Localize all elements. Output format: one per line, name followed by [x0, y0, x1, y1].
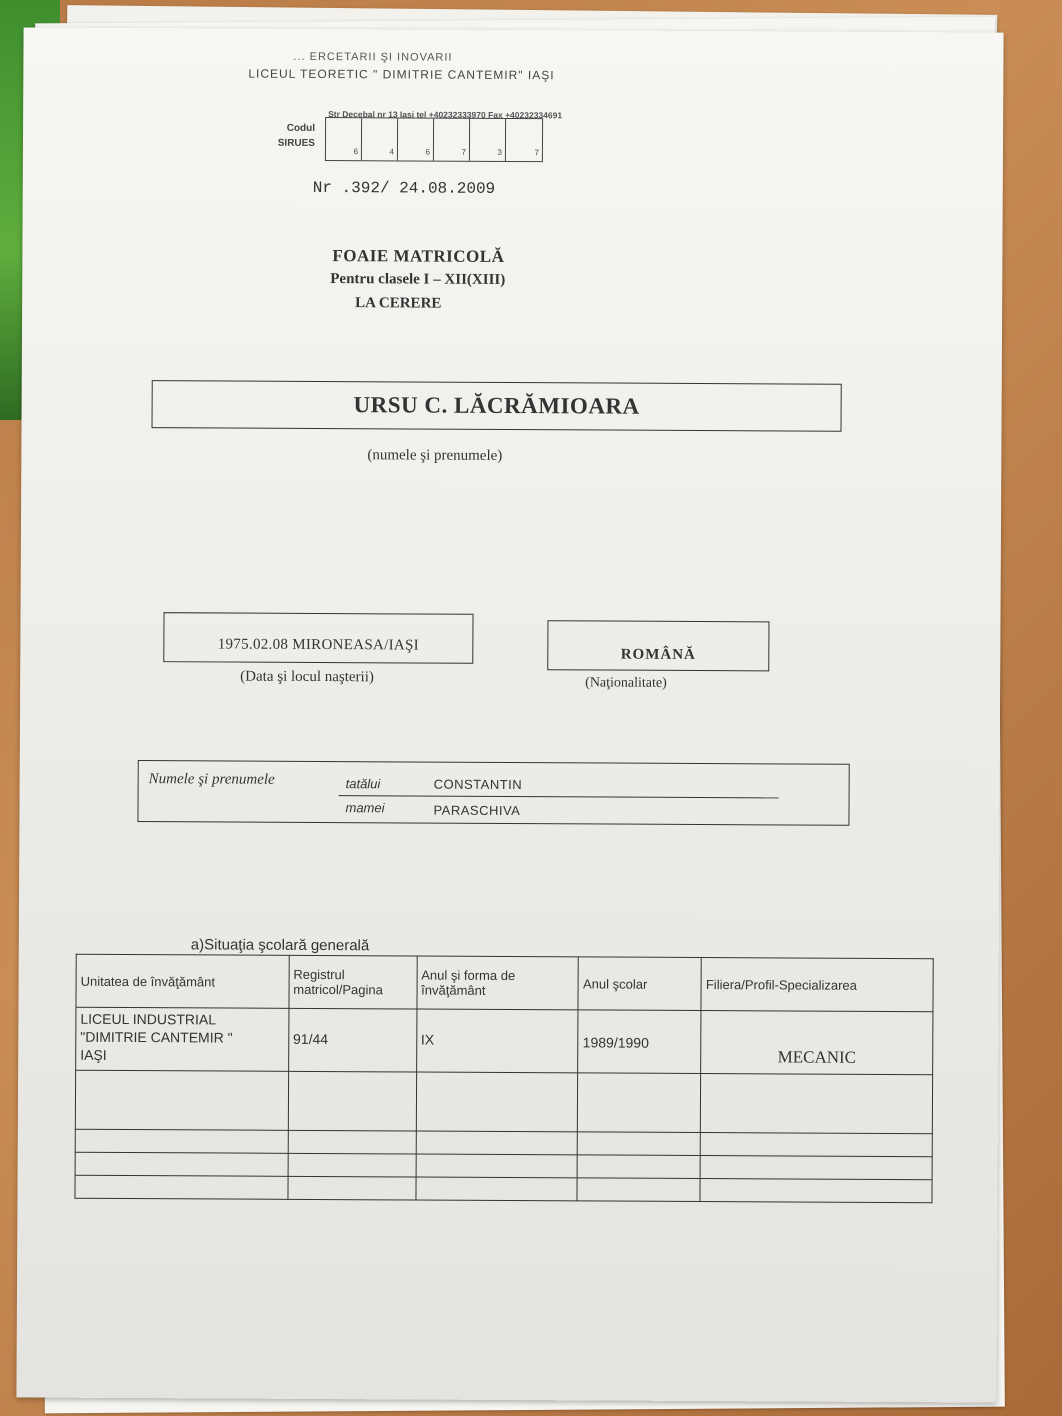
table-cell [288, 1153, 416, 1177]
table-cell [700, 1156, 932, 1180]
school-situation-title: a)Situaţia şcolară generală [190, 936, 370, 955]
header-year-form: Anul şi forma de învăţământ [417, 956, 579, 1010]
student-name: URSU C. LĂCRĂMIOARA [353, 392, 640, 419]
table-cell [416, 1072, 578, 1132]
student-name-caption: (numele şi prenumele) [367, 447, 503, 464]
header-top-line: ... ERCETARII ŞI INOVARII [293, 50, 453, 64]
table-cell [288, 1176, 416, 1200]
specialization-value: MECANIC [777, 1047, 857, 1067]
nationality-value: ROMÂNĂ [620, 646, 696, 663]
table-cell [416, 1131, 578, 1155]
school-situation-table [74, 954, 933, 1203]
header-school-year: Anul şcolar [578, 957, 701, 1011]
cell-specialization [701, 1011, 933, 1075]
nationality-box [547, 620, 769, 671]
table-cell [577, 1155, 700, 1179]
table-cell [75, 1175, 288, 1199]
father-underline [339, 795, 779, 798]
document-number: Nr .392/ 24.08.2009 [312, 178, 496, 198]
school-year-value: 1989/1990 [582, 1034, 649, 1051]
cell-register [288, 1008, 416, 1072]
document-title: FOAIE MATRICOLĂ [332, 246, 505, 266]
header-specialization: Filiera/Profil-Specializarea [701, 958, 933, 1012]
code-digit: 6 [326, 118, 362, 160]
table-cell [288, 1071, 416, 1131]
document-page [16, 27, 1003, 1402]
birth-caption: (Data şi locul naşterii) [240, 668, 374, 686]
table-cell [578, 1073, 701, 1133]
code-digit: 4 [362, 118, 398, 160]
table-row [76, 1007, 933, 1074]
table-cell [288, 1130, 416, 1154]
table-cell [75, 1070, 288, 1130]
header-register: Registrul matricol/Pagina [289, 955, 417, 1009]
document-request: LA CERERE [355, 295, 442, 312]
parents-label: Numele şi prenumele [148, 771, 275, 788]
birth-box [163, 612, 473, 664]
table-cell [75, 1129, 288, 1153]
document-subtitle: Pentru clasele I – XII(XIII) [330, 271, 506, 288]
mother-name: PARASCHIVA [433, 802, 521, 819]
code-label-line2: SIRUES [277, 137, 316, 149]
school-address: Str Decebal nr 13 Iasi tel +40232333970 Fax +40232334691 [328, 109, 563, 121]
code-digit: 7 [434, 119, 470, 161]
code-label-line1: Codul [286, 122, 316, 134]
nationality-caption: (Naţionalitate) [585, 675, 667, 691]
table-row [75, 1070, 932, 1133]
table-cell [700, 1133, 932, 1157]
table-cell [701, 1074, 933, 1134]
table-cell [577, 1178, 700, 1202]
parents-box [137, 760, 849, 826]
sirues-code-box [325, 117, 543, 162]
code-digit: 7 [534, 148, 539, 158]
code-digit: 3 [470, 119, 506, 161]
table-cell [75, 1152, 288, 1176]
student-name-box [151, 380, 841, 432]
father-name: CONSTANTIN [433, 776, 523, 793]
table-cell [578, 1132, 701, 1156]
unit-line: IAŞI [80, 1046, 107, 1063]
sirues-code-label [251, 121, 315, 151]
year-form-value: IX [420, 1031, 435, 1048]
table-cell [700, 1179, 932, 1203]
unit-line: LICEUL INDUSTRIAL [80, 1010, 217, 1028]
unit-line: "DIMITRIE CANTEMIR " [80, 1028, 233, 1046]
cell-year-form [416, 1009, 578, 1073]
table-row [75, 1175, 932, 1202]
header-unit: Unitatea de învăţământ [76, 954, 289, 1008]
register-value: 91/44 [292, 1030, 329, 1048]
code-digit: 6 [398, 118, 434, 160]
table-cell [416, 1154, 578, 1178]
table-header-row [76, 954, 933, 1011]
school-name-header: LICEUL TEORETIC " DIMITRIE CANTEMIR" IAŞI [248, 66, 555, 83]
table-cell [416, 1177, 578, 1201]
cell-unit [76, 1007, 289, 1071]
mother-label: mamei [345, 800, 385, 816]
cell-school-year [578, 1010, 701, 1074]
father-label: tatălui [345, 776, 381, 792]
birth-value: 1975.02.08 MIRONEASA/IAŞI [217, 636, 420, 654]
